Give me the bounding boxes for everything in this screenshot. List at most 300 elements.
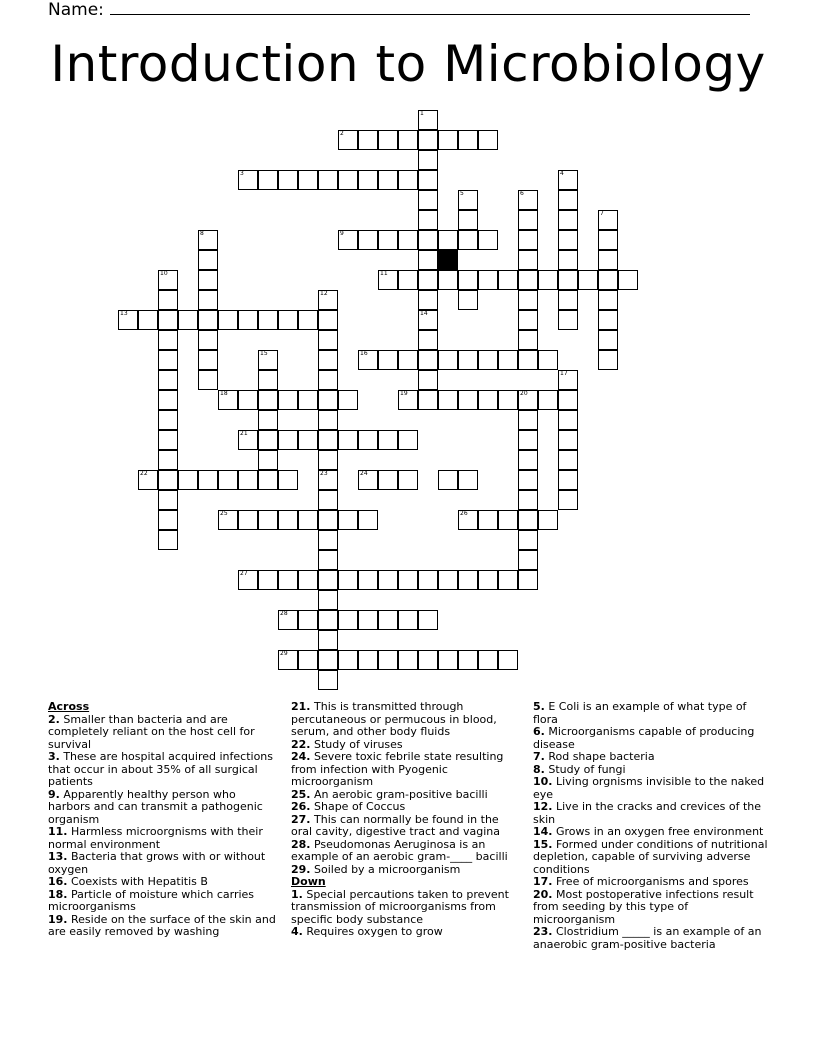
crossword-cell[interactable]	[318, 610, 338, 630]
crossword-cell[interactable]	[318, 550, 338, 570]
crossword-cell-28[interactable]	[278, 610, 298, 630]
crossword-cell[interactable]	[338, 610, 358, 630]
clue-item	[48, 789, 280, 827]
crossword-cell-3[interactable]	[238, 170, 258, 190]
clue-number: 11.	[48, 825, 68, 838]
crossword-cell[interactable]	[458, 230, 478, 250]
crossword-cell[interactable]	[218, 310, 238, 330]
clue-number: 8.	[533, 762, 545, 776]
crossword-cell-19[interactable]	[398, 390, 418, 410]
crossword-cell[interactable]	[498, 650, 518, 670]
crossword-cell[interactable]	[418, 610, 438, 630]
clues-column-1	[48, 701, 280, 939]
crossword-cell-5[interactable]	[458, 190, 478, 210]
crossword-cell[interactable]	[518, 250, 538, 270]
clue-item	[291, 814, 523, 839]
crossword-cell[interactable]	[398, 570, 418, 590]
clue-number: 27.	[291, 812, 311, 826]
crossword-cell[interactable]	[198, 270, 218, 290]
crossword-cell[interactable]	[478, 270, 498, 290]
crossword-cell[interactable]	[558, 490, 578, 510]
crossword-cell[interactable]	[238, 390, 258, 410]
crossword-cell-26[interactable]	[458, 510, 478, 530]
clue-number: 16.	[48, 875, 68, 888]
crossword-cell[interactable]	[518, 330, 538, 350]
crossword-cell[interactable]	[418, 150, 438, 170]
clue-number-label: 28	[280, 610, 288, 617]
crossword-cell[interactable]	[558, 430, 578, 450]
crossword-cell[interactable]	[558, 190, 578, 210]
crossword-cell[interactable]	[398, 170, 418, 190]
clue-number-label: 17	[560, 370, 568, 377]
crossword-cell[interactable]	[518, 490, 538, 510]
crossword-cell[interactable]	[238, 470, 258, 490]
crossword-cell[interactable]	[518, 450, 538, 470]
crossword-cell[interactable]	[278, 430, 298, 450]
clue-item	[291, 751, 523, 789]
crossword-cell[interactable]	[458, 390, 478, 410]
clue-number: 26.	[291, 800, 311, 813]
crossword-cell[interactable]	[518, 350, 538, 370]
clue-number: 21.	[291, 700, 311, 713]
crossword-cell[interactable]	[278, 170, 298, 190]
crossword-cell-20[interactable]	[518, 390, 538, 410]
crossword-cell[interactable]	[538, 390, 558, 410]
crossword-cell[interactable]	[438, 270, 458, 290]
clue-number: 29.	[291, 862, 311, 876]
crossword-cell[interactable]	[438, 470, 458, 490]
crossword-cell[interactable]	[298, 650, 318, 670]
crossword-cell[interactable]	[378, 430, 398, 450]
crossword-cell[interactable]	[558, 450, 578, 470]
crossword-cell-27[interactable]	[238, 570, 258, 590]
crossword-cell[interactable]	[398, 350, 418, 370]
clue-text: Live in the cracks and crevices of the skin	[533, 800, 762, 826]
crossword-cell[interactable]	[318, 370, 338, 390]
clue-item	[48, 851, 280, 876]
crossword-cell[interactable]	[238, 310, 258, 330]
crossword-cell[interactable]	[418, 350, 438, 370]
clue-text: This is transmitted through percutaneous or permucous in blood, serum, and other body fluids	[291, 700, 497, 738]
crossword-cell[interactable]	[298, 310, 318, 330]
crossword-cell[interactable]	[558, 290, 578, 310]
crossword-cell[interactable]	[238, 510, 258, 530]
crossword-cell[interactable]	[278, 570, 298, 590]
clue-number: 15.	[533, 837, 553, 851]
crossword-cell[interactable]	[318, 170, 338, 190]
crossword-cell-13[interactable]	[118, 310, 138, 330]
crossword-cell[interactable]	[558, 230, 578, 250]
crossword-cell-10[interactable]	[158, 270, 178, 290]
clue-number: 4.	[291, 925, 303, 938]
crossword-cell[interactable]	[518, 410, 538, 430]
down-heading: Down	[291, 875, 326, 888]
crossword-cell[interactable]	[438, 570, 458, 590]
crossword-cell[interactable]	[438, 650, 458, 670]
crossword-cell[interactable]	[358, 430, 378, 450]
crossword-cell[interactable]	[378, 170, 398, 190]
crossword-cell[interactable]	[278, 390, 298, 410]
clue-number: 22.	[291, 737, 311, 751]
crossword-cell[interactable]	[418, 170, 438, 190]
crossword-cell[interactable]	[518, 510, 538, 530]
crossword-cell[interactable]	[598, 310, 618, 330]
clue-item	[48, 914, 280, 939]
crossword-cell[interactable]	[518, 210, 538, 230]
crossword-cell[interactable]	[318, 590, 338, 610]
crossword-cell[interactable]	[498, 270, 518, 290]
crossword-cell[interactable]	[278, 310, 298, 330]
clue-item	[533, 776, 773, 801]
crossword-cell[interactable]	[518, 270, 538, 290]
crossword-cell[interactable]	[258, 410, 278, 430]
crossword-cell[interactable]	[358, 610, 378, 630]
crossword-cell[interactable]	[158, 530, 178, 550]
crossword-cell[interactable]	[158, 310, 178, 330]
crossword-cell[interactable]	[498, 510, 518, 530]
crossword-cell[interactable]	[458, 270, 478, 290]
clue-item	[291, 864, 523, 877]
crossword-cell[interactable]	[418, 250, 438, 270]
clue-number: 25.	[291, 787, 311, 801]
crossword-cell[interactable]	[378, 570, 398, 590]
crossword-cell[interactable]	[218, 470, 238, 490]
crossword-cell[interactable]	[158, 430, 178, 450]
crossword-cell[interactable]	[198, 370, 218, 390]
clue-text: Grows in an oxygen free environment	[552, 825, 764, 838]
crossword-cell-8[interactable]	[198, 230, 218, 250]
crossword-cell[interactable]	[358, 130, 378, 150]
crossword-cell[interactable]	[398, 270, 418, 290]
clue-number-label: 15	[260, 350, 268, 357]
crossword-cell[interactable]	[158, 470, 178, 490]
crossword-cell[interactable]	[258, 390, 278, 410]
crossword-cell-1[interactable]	[418, 110, 438, 130]
crossword-cell[interactable]	[438, 130, 458, 150]
crossword-cell[interactable]	[418, 210, 438, 230]
crossword-cell[interactable]	[518, 290, 538, 310]
crossword-cell[interactable]	[318, 410, 338, 430]
crossword-cell[interactable]	[158, 490, 178, 510]
clue-number-label: 11	[380, 270, 388, 277]
crossword-cell-24[interactable]	[358, 470, 378, 490]
crossword-cell[interactable]	[518, 430, 538, 450]
crossword-cell[interactable]	[318, 330, 338, 350]
crossword-cell[interactable]	[458, 290, 478, 310]
clue-text: Harmless microorgnisms with their normal environment	[48, 825, 263, 851]
clue-text: This can normally be found in the oral cavity, digestive tract and vagina	[291, 812, 501, 838]
crossword-cell[interactable]	[598, 250, 618, 270]
crossword-cell[interactable]	[558, 390, 578, 410]
crossword-cell[interactable]	[318, 670, 338, 690]
clue-text: Requires oxygen to grow	[302, 925, 443, 938]
crossword-cell[interactable]	[438, 230, 458, 250]
crossword-cell[interactable]	[398, 470, 418, 490]
crossword-cell[interactable]	[518, 470, 538, 490]
crossword-cell[interactable]	[318, 530, 338, 550]
clue-number: 14.	[533, 825, 553, 838]
crossword-cell[interactable]	[198, 330, 218, 350]
crossword-cell[interactable]	[478, 230, 498, 250]
crossword-cell[interactable]	[498, 570, 518, 590]
crossword-cell[interactable]	[598, 350, 618, 370]
clue-number: 2.	[48, 712, 60, 726]
crossword-cell[interactable]	[498, 390, 518, 410]
clue-number: 7.	[533, 750, 545, 763]
clue-number-label: 21	[240, 430, 248, 437]
crossword-cell[interactable]	[318, 630, 338, 650]
crossword-cell[interactable]	[478, 510, 498, 530]
crossword-cell[interactable]	[338, 170, 358, 190]
crossword-cell[interactable]	[318, 450, 338, 470]
crossword-cell-21[interactable]	[238, 430, 258, 450]
crossword-cell[interactable]	[438, 390, 458, 410]
crossword-cell[interactable]	[358, 570, 378, 590]
clue-number-label: 12	[320, 290, 328, 297]
crossword-cell[interactable]	[538, 270, 558, 290]
clue-item	[533, 889, 773, 927]
crossword-cell[interactable]	[418, 290, 438, 310]
crossword-cell[interactable]	[158, 410, 178, 430]
crossword-cell[interactable]	[398, 430, 418, 450]
clue-item	[533, 801, 773, 826]
crossword-cell[interactable]	[598, 330, 618, 350]
crossword-cell[interactable]	[378, 230, 398, 250]
crossword-cell[interactable]	[198, 310, 218, 330]
clue-number-label: 16	[360, 350, 368, 357]
crossword-cell[interactable]	[158, 330, 178, 350]
crossword-cell-18[interactable]	[218, 390, 238, 410]
crossword-cell[interactable]	[318, 310, 338, 330]
crossword-cell[interactable]	[518, 550, 538, 570]
crossword-cell[interactable]	[398, 230, 418, 250]
crossword-cell[interactable]	[458, 210, 478, 230]
crossword-cell[interactable]	[418, 570, 438, 590]
clue-number-label: 2	[340, 130, 344, 137]
crossword-cell[interactable]	[598, 270, 618, 290]
crossword-cell[interactable]	[298, 610, 318, 630]
crossword-cell[interactable]	[198, 350, 218, 370]
clue-text: Bacteria that grows with or without oxygen	[48, 850, 266, 876]
crossword-cell[interactable]	[538, 510, 558, 530]
crossword-cell[interactable]	[378, 130, 398, 150]
crossword-cell[interactable]	[158, 290, 178, 310]
crossword-cell[interactable]	[338, 570, 358, 590]
crossword-cell[interactable]	[338, 390, 358, 410]
crossword-cell[interactable]	[418, 330, 438, 350]
crossword-cell[interactable]	[258, 570, 278, 590]
clue-item	[291, 701, 523, 739]
crossword-cell[interactable]	[378, 650, 398, 670]
crossword-cell[interactable]	[338, 430, 358, 450]
clue-number: 28.	[291, 837, 311, 851]
across-clue-list	[48, 714, 280, 939]
crossword-cell[interactable]	[418, 270, 438, 290]
clue-number-label: 23	[320, 470, 328, 477]
crossword-cell[interactable]	[458, 350, 478, 370]
crossword-cell[interactable]	[578, 270, 598, 290]
crossword-cell-6[interactable]	[518, 190, 538, 210]
crossword-cell[interactable]	[298, 510, 318, 530]
clue-item	[291, 839, 523, 864]
crossword-cell[interactable]	[518, 310, 538, 330]
clue-item	[533, 839, 773, 877]
crossword-cell[interactable]	[558, 210, 578, 230]
crossword-cell[interactable]	[458, 650, 478, 670]
crossword-cell[interactable]	[538, 350, 558, 370]
crossword-cell[interactable]	[318, 510, 338, 530]
crossword-cell[interactable]	[558, 410, 578, 430]
clue-item	[533, 701, 773, 726]
crossword-cell[interactable]	[398, 130, 418, 150]
clue-text: Pseudomonas Aeruginosa is an example of an aerobic gram-____ bacilli	[291, 837, 508, 863]
clue-number-label: 18	[220, 390, 228, 397]
crossword-cell[interactable]	[338, 650, 358, 670]
crossword-cell[interactable]	[518, 570, 538, 590]
crossword-cell[interactable]	[558, 470, 578, 490]
clues-column-2	[291, 701, 523, 939]
crossword-cell[interactable]	[378, 610, 398, 630]
crossword-cell[interactable]	[558, 310, 578, 330]
crossword-cell[interactable]	[458, 470, 478, 490]
crossword-cell[interactable]	[278, 470, 298, 490]
crossword-cell-16[interactable]	[358, 350, 378, 370]
clue-number: 13.	[48, 850, 68, 863]
clue-number: 5.	[533, 700, 545, 713]
crossword-cell[interactable]	[458, 130, 478, 150]
clue-item	[533, 726, 773, 751]
crossword-cell[interactable]	[358, 230, 378, 250]
crossword-cell[interactable]	[298, 170, 318, 190]
crossword-cell[interactable]	[318, 650, 338, 670]
clue-number-label: 5	[460, 190, 464, 197]
clue-number-label: 9	[340, 230, 344, 237]
crossword-cell[interactable]	[378, 350, 398, 370]
crossword-cell[interactable]	[158, 450, 178, 470]
clue-text: Severe toxic febrile state resulting from infection with Pyogenic microorganism	[291, 750, 504, 788]
crossword-cell[interactable]	[158, 350, 178, 370]
crossword-cell-7[interactable]	[598, 210, 618, 230]
clue-text: Clostridium _____ is an example of an anaerobic gram-positive bacteria	[533, 925, 762, 951]
crossword-cell[interactable]	[518, 230, 538, 250]
crossword-cell[interactable]	[198, 470, 218, 490]
clue-text: Shape of Coccus	[310, 800, 406, 813]
crossword-cell[interactable]	[278, 510, 298, 530]
clue-text: Most postoperative infections result from seeding by this type of microorganism	[533, 887, 754, 926]
crossword-cell[interactable]	[298, 390, 318, 410]
crossword-cell[interactable]	[258, 470, 278, 490]
crossword-cell-14[interactable]	[418, 310, 438, 330]
crossword-cell[interactable]	[318, 390, 338, 410]
crossword-cell[interactable]	[298, 570, 318, 590]
crossword-cell-12[interactable]	[318, 290, 338, 310]
crossword-cell[interactable]	[258, 450, 278, 470]
crossword-cell-25[interactable]	[218, 510, 238, 530]
clue-number-label: 14	[420, 310, 428, 317]
crossword-cell[interactable]	[418, 130, 438, 150]
crossword-cell[interactable]	[478, 650, 498, 670]
crossword-cell[interactable]	[598, 230, 618, 250]
crossword-cell[interactable]	[478, 130, 498, 150]
crossword-cell[interactable]	[318, 350, 338, 370]
clue-item	[291, 889, 523, 927]
crossword-cell[interactable]	[318, 570, 338, 590]
crossword-cell-23[interactable]	[318, 470, 338, 490]
clue-item	[48, 889, 280, 914]
crossword-cell[interactable]	[258, 370, 278, 390]
crossword-cell[interactable]	[478, 350, 498, 370]
clue-text: An aerobic gram-positive bacilli	[310, 787, 488, 801]
crossword-cell[interactable]	[258, 510, 278, 530]
crossword-cell[interactable]	[498, 350, 518, 370]
crossword-cell-22[interactable]	[138, 470, 158, 490]
crossword-cell[interactable]	[318, 430, 338, 450]
crossword-cell[interactable]	[418, 650, 438, 670]
crossword-cell[interactable]	[418, 230, 438, 250]
crossword-cell[interactable]	[138, 310, 158, 330]
crossword-cell[interactable]	[198, 290, 218, 310]
crossword-cell-17[interactable]	[558, 370, 578, 390]
crossword-cell[interactable]	[378, 470, 398, 490]
crossword-cell[interactable]	[258, 430, 278, 450]
clue-number-label: 19	[400, 390, 408, 397]
crossword-cell[interactable]	[558, 250, 578, 270]
crossword-cell[interactable]	[598, 290, 618, 310]
name-field[interactable]	[48, 0, 750, 20]
crossword-cell[interactable]	[418, 190, 438, 210]
crossword-cell-15[interactable]	[258, 350, 278, 370]
clue-text: Study of fungi	[544, 762, 626, 776]
crossword-cell-9[interactable]	[338, 230, 358, 250]
crossword-cell[interactable]	[198, 250, 218, 270]
crossword-cell[interactable]	[438, 350, 458, 370]
crossword-cell[interactable]	[178, 310, 198, 330]
crossword-cell-11[interactable]	[378, 270, 398, 290]
crossword-cell[interactable]	[458, 570, 478, 590]
crossword-cell[interactable]	[618, 270, 638, 290]
down-clue-list	[291, 889, 523, 939]
crossword-cell-2[interactable]	[338, 130, 358, 150]
crossword-cell[interactable]	[358, 650, 378, 670]
clue-text: Living orgnisms invisible to the naked eye	[533, 775, 765, 801]
crossword-cell[interactable]	[478, 570, 498, 590]
crossword-cell[interactable]	[258, 170, 278, 190]
crossword-cell[interactable]	[178, 470, 198, 490]
crossword-cell[interactable]	[358, 510, 378, 530]
crossword-cell[interactable]	[158, 510, 178, 530]
crossword-cell[interactable]	[518, 530, 538, 550]
clue-text: Formed under conditions of nutritional depletion, capable of surviving adverse conditions	[533, 837, 768, 876]
crossword-cell[interactable]	[298, 430, 318, 450]
crossword-cell[interactable]	[418, 370, 438, 390]
clue-text: Apparently healthy person who harbors and can transmit a pathogenic organism	[48, 787, 263, 826]
crossword-cell[interactable]	[358, 170, 378, 190]
crossword-cell[interactable]	[398, 610, 418, 630]
clue-number-label: 22	[140, 470, 148, 477]
crossword-cell[interactable]	[318, 490, 338, 510]
crossword-cell[interactable]	[558, 270, 578, 290]
crossword-cell[interactable]	[478, 390, 498, 410]
crossword-cell[interactable]	[418, 390, 438, 410]
crossword-cell-29[interactable]	[278, 650, 298, 670]
crossword-cell-4[interactable]	[558, 170, 578, 190]
name-underline[interactable]	[110, 0, 750, 15]
crossword-cell[interactable]	[158, 370, 178, 390]
crossword-cell[interactable]	[398, 650, 418, 670]
crossword-cell[interactable]	[338, 510, 358, 530]
crossword-cell[interactable]	[258, 310, 278, 330]
crossword-cell[interactable]	[158, 390, 178, 410]
